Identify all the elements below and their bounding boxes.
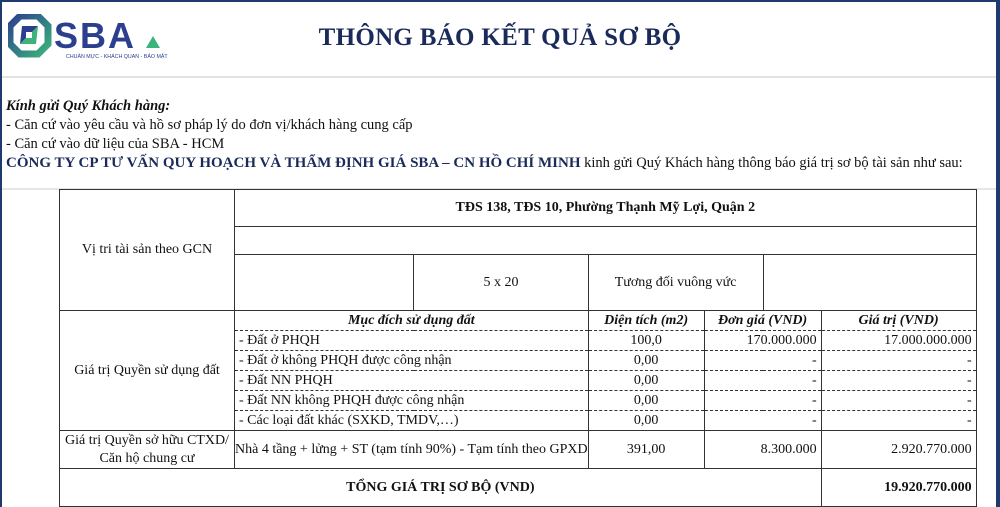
basis-line-1: - Căn cứ vào yêu cầu và hồ sơ pháp lý do đơn vị/khách hàng cung cấp [6, 117, 413, 133]
building-area: 391,00 [588, 431, 704, 469]
svg-text:SBA: SBA [54, 15, 137, 56]
land-area: 0,00 [588, 351, 704, 371]
location-shape: Tương đối vuông vức [588, 255, 763, 311]
location-label: Vị tri tài sản theo GCN [60, 190, 235, 311]
company-line-tail: kinh gửi Quý Khách hàng thông báo giá trị sơ bộ tài sản như sau: [580, 155, 963, 171]
land-unit-price: - [704, 411, 821, 431]
company-name: CÔNG TY CP TƯ VẤN QUY HOẠCH VÀ THẨM ĐỊNH GIÁ SBA – CN HỒ CHÍ MINH [6, 155, 581, 171]
building-label-line-1: Giá trị Quyền sở hữu CTXD/ [65, 432, 229, 448]
building-unit-price: 8.300.000 [704, 431, 821, 469]
sba-logo-icon [8, 14, 173, 62]
land-area: 100,0 [588, 331, 704, 351]
land-purpose: - Đất NN PHQH [235, 371, 589, 391]
location-dimensions: 5 x 20 [414, 255, 588, 311]
land-unit-price: - [704, 351, 821, 371]
building-value: 2.920.770.000 [821, 431, 976, 469]
company-line [6, 154, 963, 173]
greeting: Kính gửi Quý Khách hàng: [6, 98, 171, 114]
location-address: TĐS 138, TĐS 10, Phường Thạnh Mỹ Lợi, Quận 2 [235, 190, 977, 227]
sba-logo [8, 14, 173, 62]
land-value: 17.000.000.000 [821, 331, 976, 351]
land-value: - [821, 371, 976, 391]
building-label [60, 431, 235, 469]
land-area: 0,00 [588, 391, 704, 411]
land-unit-price: - [704, 371, 821, 391]
land-label: Giá trị Quyền sử dụng đất [60, 311, 235, 431]
land-value: - [821, 391, 976, 411]
land-purpose: - Các loại đất khác (SXKD, TMDV,…) [235, 411, 589, 431]
land-area: 0,00 [588, 411, 704, 431]
basis-line-2: - Căn cứ vào dữ liệu của SBA - HCM [6, 136, 225, 152]
land-header-row [60, 311, 977, 331]
land-purpose: - Đất NN không PHQH được công nhận [235, 391, 589, 411]
building-label-line-2: Căn hộ chung cư [99, 450, 195, 466]
land-purpose: - Đất ở PHQH [235, 331, 589, 351]
total-label: TỔNG GIÁ TRỊ SƠ BỘ (VND) [60, 469, 822, 507]
location-blank [235, 227, 977, 255]
land-value: - [821, 411, 976, 431]
land-area: 0,00 [588, 371, 704, 391]
location-address-row [60, 190, 977, 227]
building-description: Nhà 4 tầng + lửng + ST (tạm tính 90%) - Tạm tính theo GPXD [235, 431, 589, 469]
location-empty-cell-2 [763, 255, 976, 311]
valuation-table [59, 189, 977, 507]
land-value: - [821, 351, 976, 371]
land-unit-price: 170.000.000 [704, 331, 821, 351]
col-purpose: Mục đích sử dụng đất [235, 311, 589, 331]
building-row [60, 431, 977, 469]
total-row [60, 469, 977, 507]
location-empty-cell [235, 255, 414, 311]
header-divider [2, 76, 996, 78]
svg-text:CHUẨN MỰC - KHÁCH QUAN - BẢO M: CHUẨN MỰC - KHÁCH QUAN - BẢO MẬT [66, 54, 168, 60]
col-area: Diện tích (m2) [588, 311, 704, 331]
total-value: 19.920.770.000 [821, 469, 976, 507]
land-purpose: - Đất ở không PHQH được công nhận [235, 351, 589, 371]
col-unit-price: Đơn giá (VND) [704, 311, 821, 331]
intro-block [6, 97, 963, 173]
col-value: Giá trị (VND) [821, 311, 976, 331]
land-unit-price: - [704, 391, 821, 411]
page-title: THÔNG BÁO KẾT QUẢ SƠ BỘ [318, 24, 682, 51]
